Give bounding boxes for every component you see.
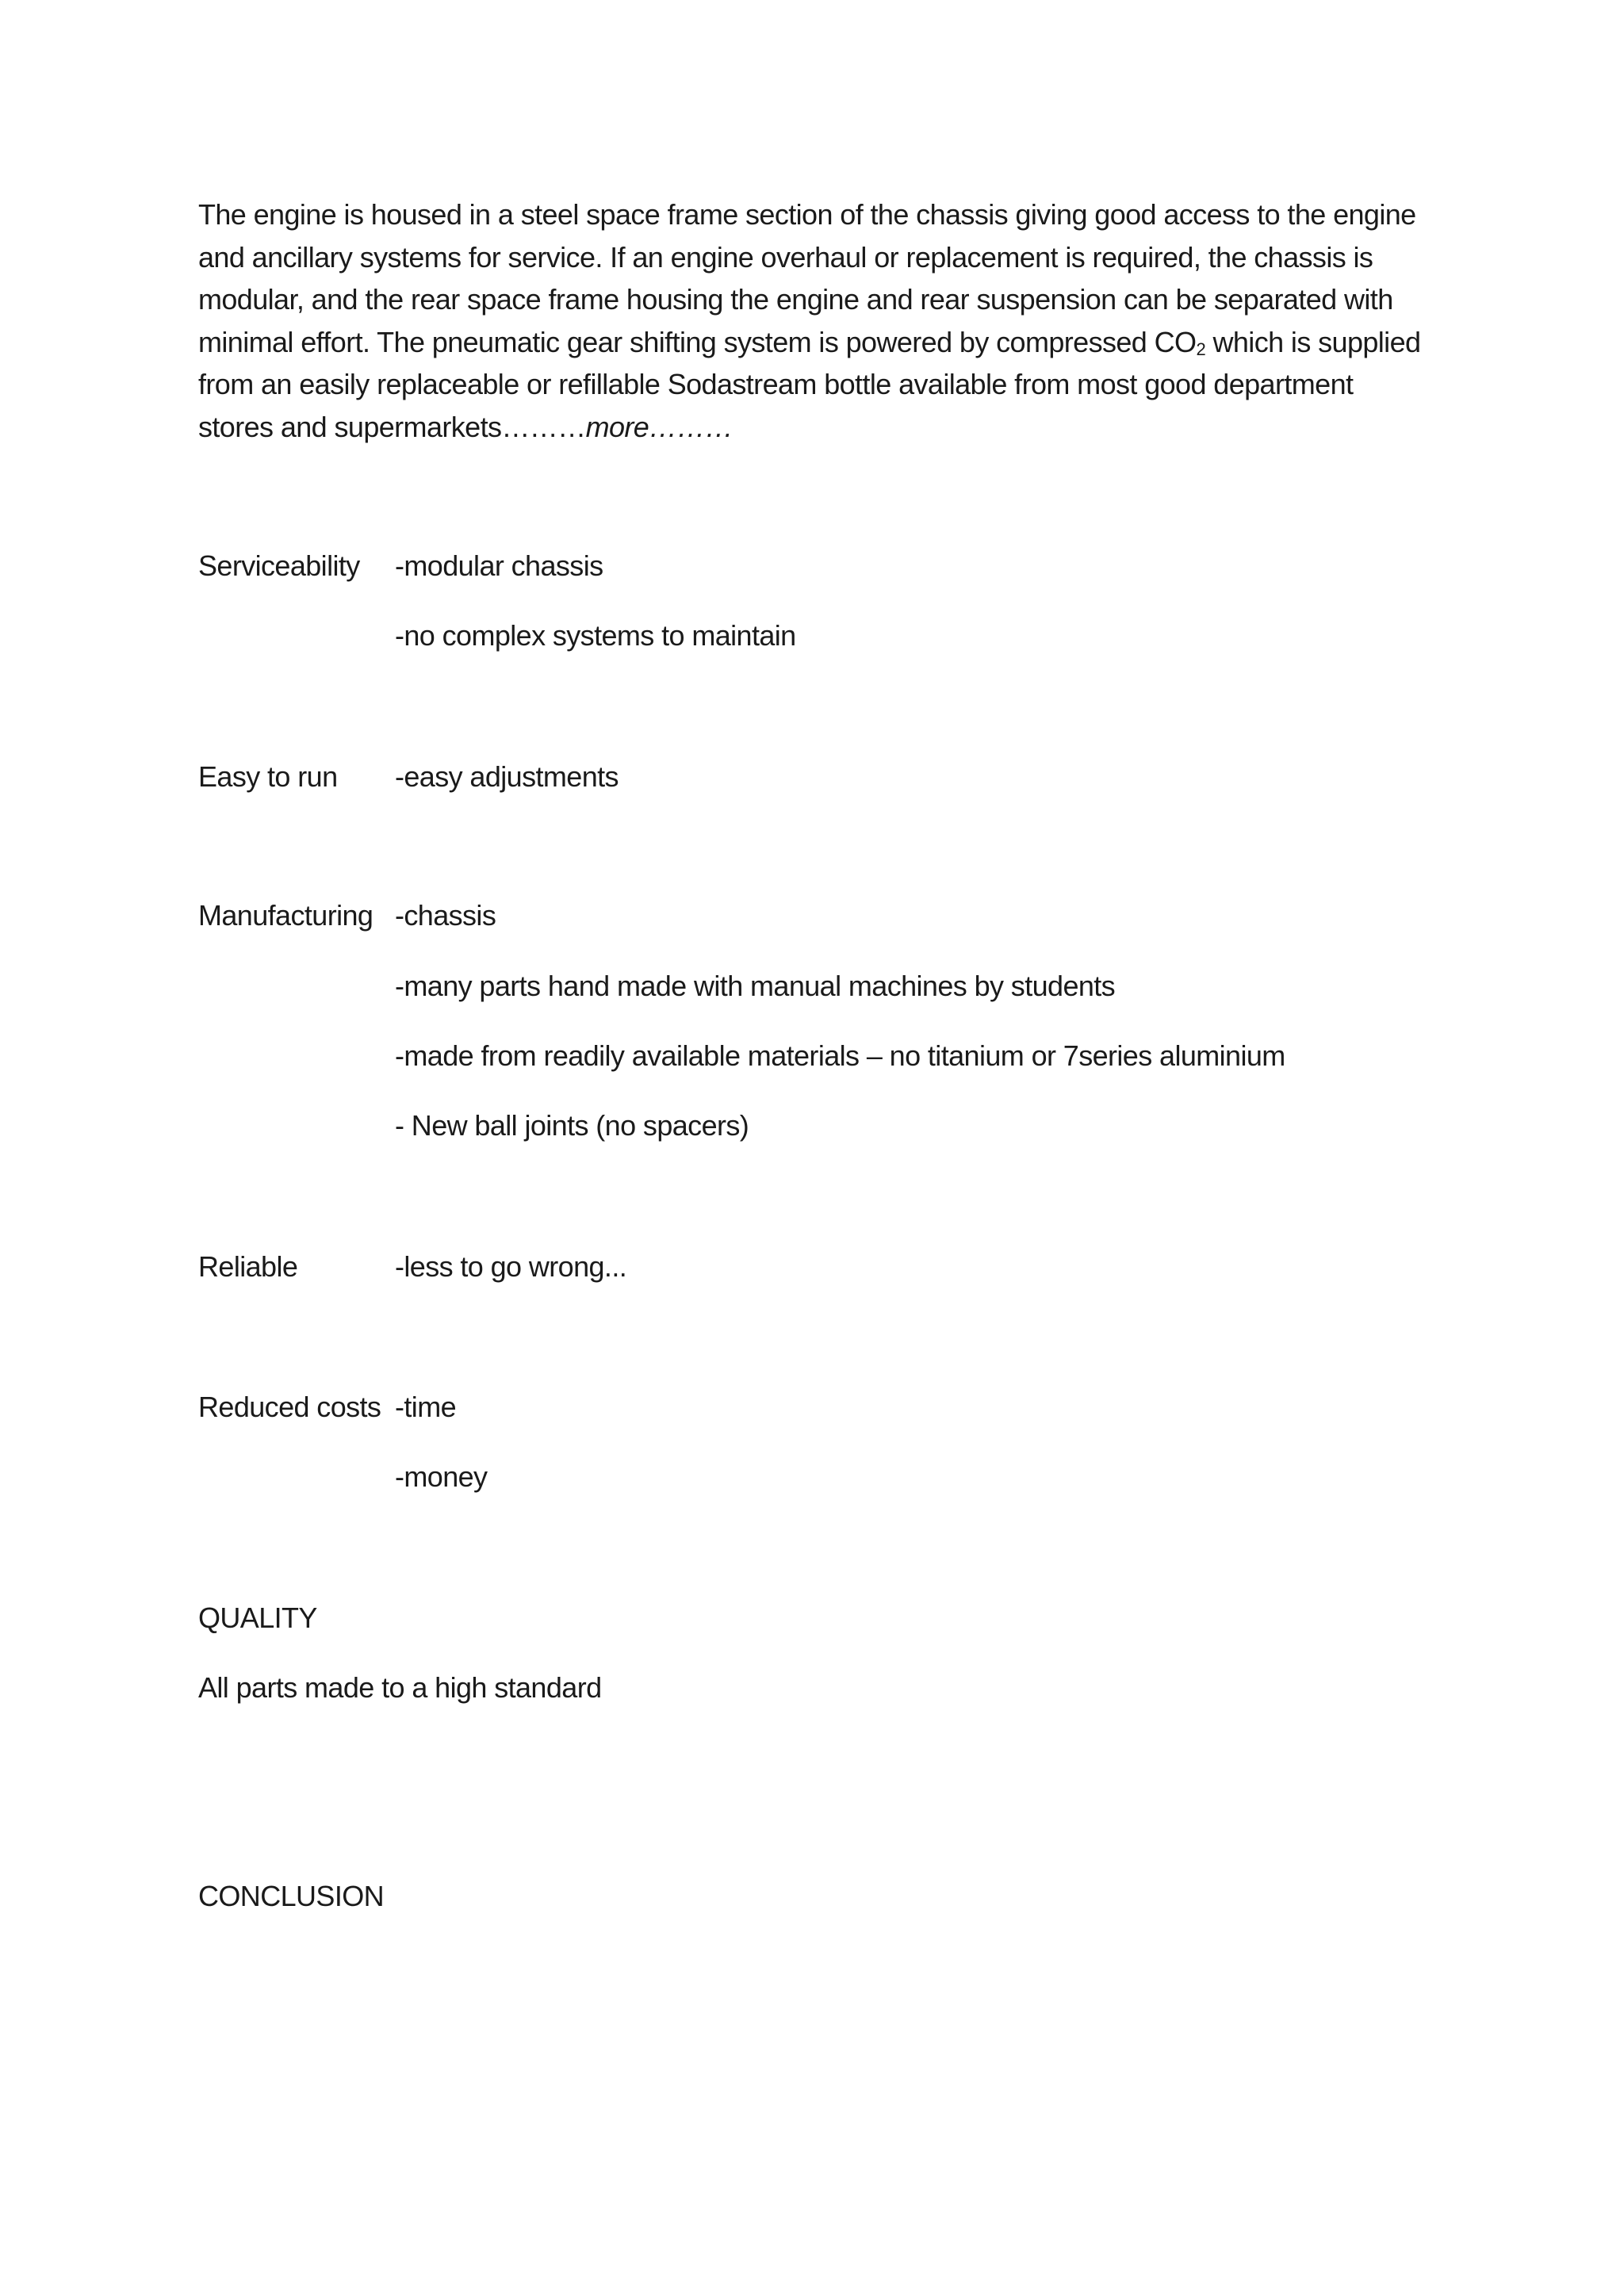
manufacturing-item-2: -many parts hand made with manual machines by students (395, 970, 1116, 1002)
intro-line-6 (198, 406, 1451, 449)
serviceability-label: Serviceability (198, 549, 360, 582)
easy-to-run-item-1: -easy adjustments (395, 760, 619, 793)
manufacturing-item-3: -made from readily available materials – no titanium or 7series aluminium (395, 1039, 1285, 1072)
serviceability-item-1: -modular chassis (395, 549, 603, 582)
intro-paragraph (198, 193, 1451, 448)
reduced-costs-label: Reduced costs (198, 1391, 381, 1423)
manufacturing-item-1: -chassis (395, 899, 496, 932)
intro-line-5: from an easily replaceable or refillable Sodastream bottle available from most good department (198, 368, 1354, 400)
quality-heading: QUALITY (198, 1601, 317, 1634)
quality-text: All parts made to a high standard (198, 1671, 602, 1704)
more-text: more……… (585, 410, 733, 443)
serviceability-item-2: -no complex systems to maintain (395, 619, 796, 652)
intro-line-3: modular, and the rear space frame housing the engine and rear suspension can be separated with (198, 283, 1393, 316)
intro-line-4-text: minimal effort. The pneumatic gear shifting system is powered by compressed CO (198, 325, 1197, 358)
intro-line-4 (198, 321, 1451, 364)
intro-line-2: and ancillary systems for service. If an engine overhaul or replacement is required, the chassis is (198, 240, 1373, 274)
intro-line-6-text: stores and supermarkets……… (198, 410, 586, 443)
co2-subscript: 2 (1196, 339, 1206, 359)
manufacturing-item-4: - New ball joints (no spacers) (395, 1109, 749, 1142)
reduced-costs-item-1: -time (395, 1391, 456, 1423)
reliable-label: Reliable (198, 1250, 298, 1283)
easy-to-run-label: Easy to run (198, 760, 338, 793)
intro-line-1: The engine is housed in a steel space frame section of the chassis giving good access to the engine (198, 198, 1416, 231)
intro-line-4-tail: which is supplied (1205, 325, 1421, 358)
manufacturing-label: Manufacturing (198, 899, 373, 932)
conclusion-heading: CONCLUSION (198, 1880, 385, 1912)
reduced-costs-item-2: -money (395, 1460, 488, 1493)
reliable-item-1: -less to go wrong... (395, 1250, 627, 1283)
